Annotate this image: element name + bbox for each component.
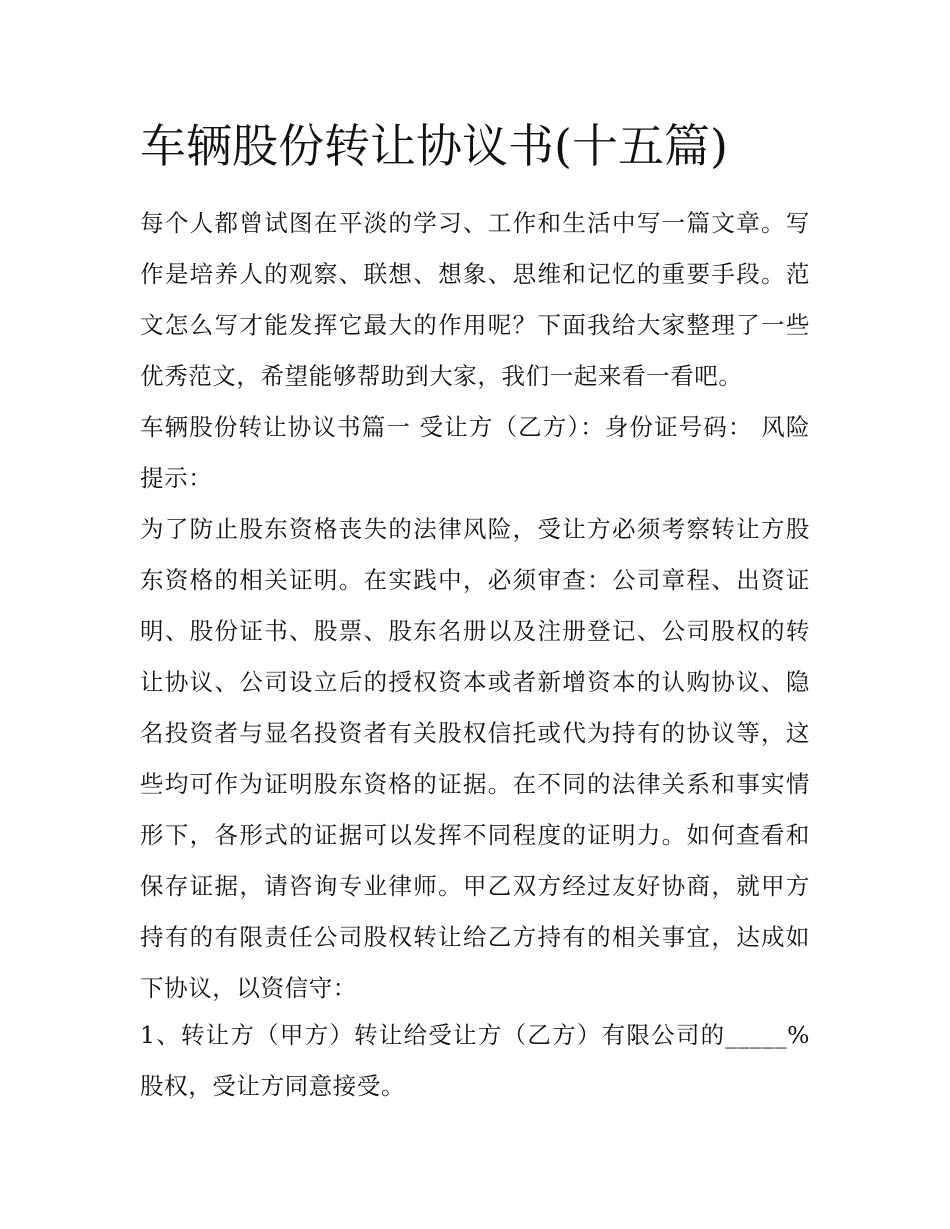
- document-title: 车辆股份转让协议书(十五篇): [140, 119, 728, 173]
- intro-paragraph: 每个人都曾试图在平淡的学习、工作和生活中写一篇文章。写作是培养人的观察、联想、想象、思维和记忆的重要手段。范文怎么写才能发挥它最大的作用呢？下面我给大家整理了一些优秀范文，希望能够帮助到大家，我们一起来看一看吧。: [140, 209, 810, 390]
- section-heading-paragraph: 车辆股份转让协议书篇一 受让方（乙方）：身份证号码： 风险提示：: [140, 413, 810, 492]
- clause-1-paragraph: 1、转让方（甲方）转让给受让方（乙方）有限公司的_____%股权，受让方同意接受。: [140, 1021, 810, 1100]
- risk-warning-paragraph: 为了防止股东资格丧失的法律风险，受让方必须考察转让方股东资格的相关证明。在实践中，必须审查：公司章程、出资证明、股份证书、股票、股东名册以及注册登记、公司股权的转让协议、公司设立后的授权资本或者新增资本的认购协议、隐名投资者与显名投资者有关股权信托或代为持有的协议等，这些均可作为证明股东资格的证据。在不同的法律关系和事实情形下，各形式的证据可以发挥不同程度的证明力。如何查看和保存证据，请咨询专业律师。甲乙双方经过友好协商，就甲方持有的有限责任公司股权转让给乙方持有的相关事宜，达成如下协议，以资信守：: [140, 515, 810, 1002]
